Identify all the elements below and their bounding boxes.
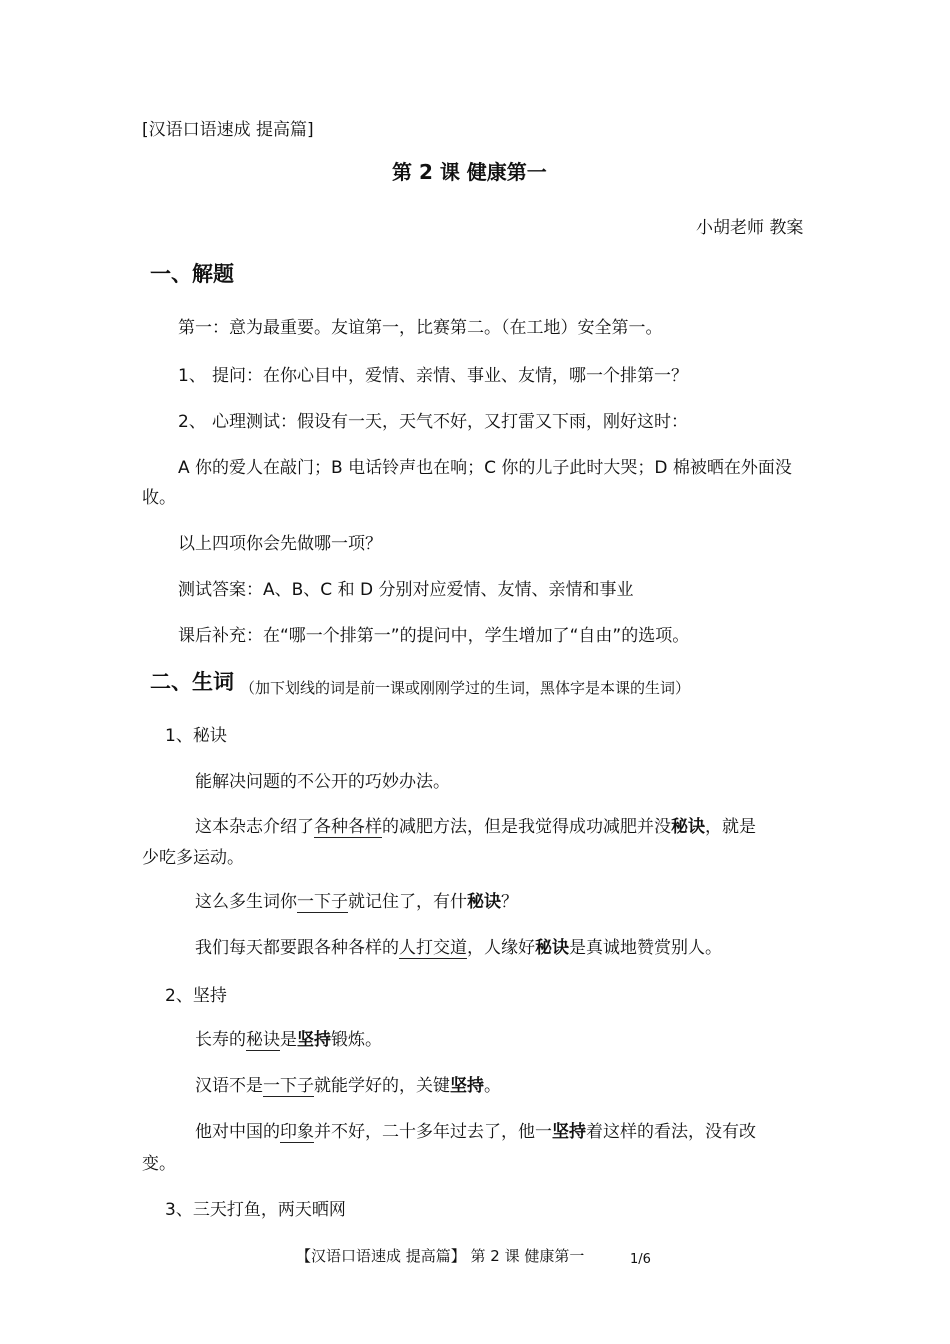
section-2-note: （加下划线的词是前一课或刚刚学过的生词，黑体字是本课的生词） bbox=[240, 679, 691, 697]
example-text: 这么多生词你 bbox=[195, 892, 297, 912]
bold-new-word: 坚持 bbox=[297, 1030, 331, 1050]
test-options: A 你的爱人在敲门；B 电话铃声也在响；C 你的儿子此时大哭；D 棉被晒在外面没 bbox=[178, 458, 792, 478]
author-label: 小胡老师 教案 bbox=[696, 218, 804, 238]
word-1-example-1 bbox=[195, 815, 756, 839]
word-2-example-2 bbox=[195, 1074, 501, 1098]
word-1-definition: 能解决问题的不公开的巧妙办法。 bbox=[195, 772, 450, 792]
bold-new-word: 秘诀 bbox=[671, 817, 705, 837]
example-text: 是 bbox=[280, 1030, 297, 1050]
series-label: [汉语口语速成 提高篇] bbox=[142, 120, 314, 140]
underlined-word: 印象 bbox=[280, 1122, 314, 1142]
example-text: ，人缘好 bbox=[467, 938, 535, 958]
example-text: ，就是 bbox=[705, 817, 756, 837]
example-text: 就记住了，有什 bbox=[348, 892, 467, 912]
page-footer: 【汉语口语速成 提高篇】 第 2 课 健康第一 bbox=[296, 1247, 585, 1265]
example-text: 着这样的看法，没有改 bbox=[586, 1122, 756, 1142]
which-first-question: 以上四项你会先做哪一项？ bbox=[178, 534, 382, 554]
test-options-cont: 收。 bbox=[142, 488, 176, 508]
example-text: 他对中国的 bbox=[195, 1122, 280, 1142]
underlined-word: 一下子 bbox=[297, 892, 348, 912]
bold-new-word: 秘诀 bbox=[467, 892, 501, 912]
example-text: 这本杂志介绍了 bbox=[195, 817, 314, 837]
question-1: 提问：在你心目中，爱情、亲情、事业、友情，哪一个排第一？ bbox=[212, 366, 688, 386]
word-1-example-3 bbox=[195, 936, 722, 960]
example-text: 汉语不是 bbox=[195, 1076, 263, 1096]
section-heading-2: 二、生词 bbox=[150, 670, 234, 694]
example-text: 就能学好的，关键 bbox=[314, 1076, 450, 1096]
example-text: ？ bbox=[501, 892, 518, 912]
word-2-example-3-cont: 变。 bbox=[142, 1154, 176, 1174]
example-text: 的减肥方法，但是我觉得成功减肥并没 bbox=[382, 817, 671, 837]
bold-new-word: 坚持 bbox=[552, 1122, 586, 1142]
bold-new-word: 秘诀 bbox=[535, 938, 569, 958]
page-number: 1/6 bbox=[630, 1252, 651, 1267]
question-1-number: 1、 bbox=[178, 366, 206, 386]
example-text: 我们每天都要跟各种各样的 bbox=[195, 938, 399, 958]
example-text: 。 bbox=[484, 1076, 501, 1096]
section-heading-1: 一、解题 bbox=[150, 262, 234, 286]
example-text: 长寿的 bbox=[195, 1030, 246, 1050]
underlined-word: 人打交道 bbox=[399, 938, 467, 958]
underlined-word: 各种各样 bbox=[314, 817, 382, 837]
word-2-title: 2、坚持 bbox=[165, 986, 227, 1006]
word-2-example-3 bbox=[195, 1120, 756, 1144]
after-class-note: 课后补充：在“哪一个排第一”的提问中，学生增加了“自由”的选项。 bbox=[178, 626, 690, 646]
underlined-word: 秘诀 bbox=[246, 1030, 280, 1050]
example-text: 并不好，二十多年过去了，他一 bbox=[314, 1122, 552, 1142]
example-text: 锻炼。 bbox=[331, 1030, 382, 1050]
word-1-example-2 bbox=[195, 890, 518, 914]
test-answer: 测试答案：A、B、C 和 D 分别对应爱情、友情、亲情和事业 bbox=[178, 580, 634, 600]
example-text: 是真诚地赞赏别人。 bbox=[569, 938, 722, 958]
bold-new-word: 坚持 bbox=[450, 1076, 484, 1096]
word-1-example-1-cont: 少吃多运动。 bbox=[142, 848, 244, 868]
word-2-example-1 bbox=[195, 1028, 382, 1052]
meaning-paragraph: 第一：意为最重要。友谊第一，比赛第二。（在工地）安全第一。 bbox=[178, 318, 663, 338]
lesson-title: 第 2 课 健康第一 bbox=[392, 160, 547, 184]
word-3-title: 3、三天打鱼，两天晒网 bbox=[165, 1200, 346, 1220]
word-1-title: 1、秘诀 bbox=[165, 726, 227, 746]
question-2: 心理测试：假设有一天，天气不好，又打雷又下雨，刚好这时： bbox=[212, 412, 688, 432]
underlined-word: 一下子 bbox=[263, 1076, 314, 1096]
question-2-number: 2、 bbox=[178, 412, 206, 432]
